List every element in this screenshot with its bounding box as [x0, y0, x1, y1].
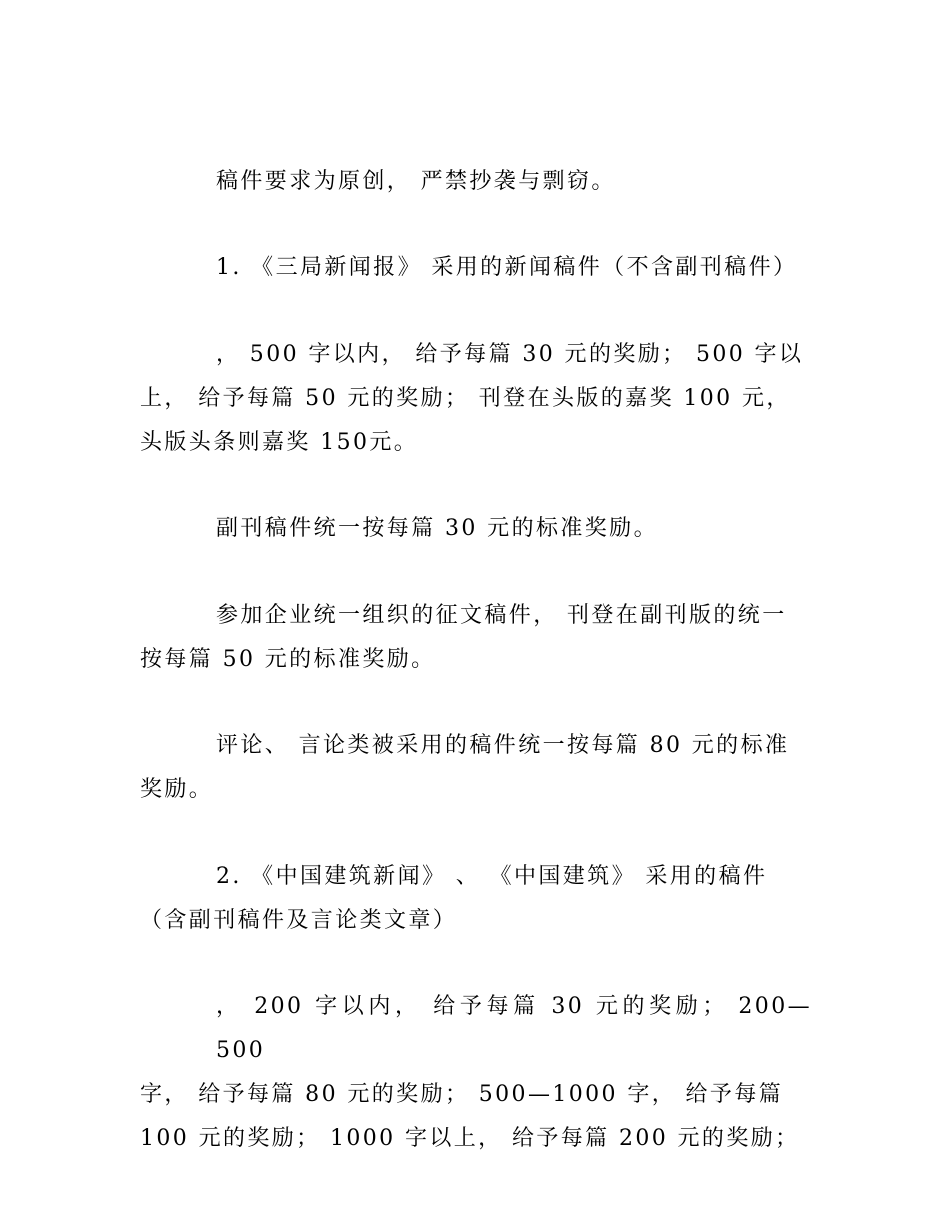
paragraph-cscec-news [140, 855, 812, 943]
paragraph-sanju-news [140, 246, 812, 290]
text-line: 按每篇 50 元的标准奖励。 [140, 647, 436, 672]
text-line: 字， 给予每篇 80 元的奖励； 500—1000 字， 给予每篇 [140, 1082, 784, 1107]
text-line: 参加企业统一组织的征文稿件， 刊登在副刊版的统一 [216, 603, 787, 628]
text-line: 上， 给予每篇 50 元的奖励； 刊登在头版的嘉奖 100 元， [140, 386, 791, 411]
paragraph-essay-contest [140, 594, 812, 682]
text-line: 副刊稿件统一按每篇 30 元的标准奖励。 [216, 516, 658, 541]
text-line: 2. 《中国建筑新闻》 、 《中国建筑》 采用的稿件 [216, 864, 768, 889]
text-line: 100 元的奖励； 1000 字以上， 给予每篇 200 元的奖励； [140, 1126, 800, 1151]
paragraph-commentary [140, 724, 812, 812]
paragraph-supplement [140, 507, 812, 551]
text-line: ， 500 字以内， 给予每篇 30 元的奖励； 500 字以 [216, 342, 804, 367]
paragraph-cscec-rewards [140, 985, 812, 1161]
text-line: 稿件要求为原创， 严禁抄袭与剽窃。 [216, 169, 616, 194]
paragraph-sanju-rewards [140, 333, 812, 465]
paragraph-originality [140, 160, 812, 204]
text-line: 头版头条则嘉奖 150元。 [140, 430, 419, 455]
text-line: 奖励。 [140, 777, 214, 802]
text-line: 1. 《三局新闻报》 采用的新闻稿件（不含副刊稿件） [216, 255, 798, 280]
text-line: ， 200 字以内， 给予每篇 30 元的奖励； 200—500 [216, 994, 812, 1063]
text-line: 评论、 言论类被采用的稿件统一按每篇 80 元的标准 [216, 733, 790, 758]
text-line: （含副刊稿件及言论类文章） [140, 908, 458, 933]
